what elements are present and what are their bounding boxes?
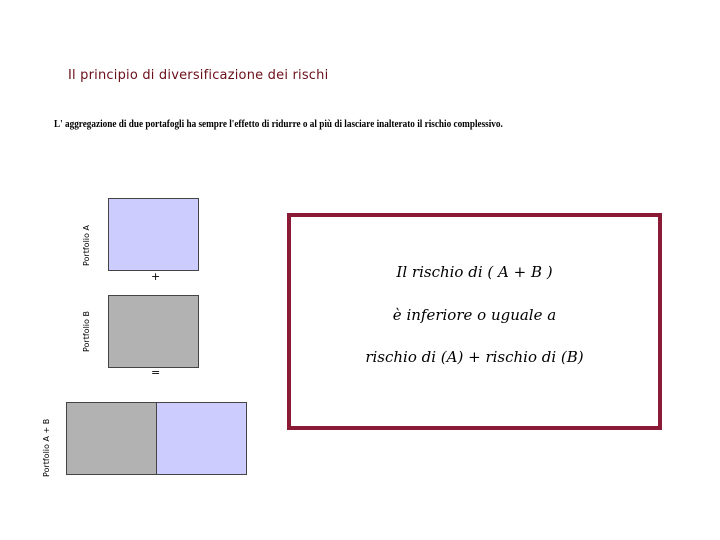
page-title: Il principio di diversificazione dei rischi [68,68,329,83]
portfolio-ab-label: Portfolio A + B [42,418,51,477]
portfolio-a-label: Portfolio A [82,225,91,266]
equals-sign: = [151,366,161,379]
page-subtitle: L' aggregazione di due portafogli ha sempre l'effetto di ridurre o al più di lasciare inalterato il rischio complessivo. [54,119,503,130]
statement-line-2: è inferiore o uguale a [392,306,557,324]
plus-sign: + [151,270,161,283]
portfolio-ab-b-part [66,402,157,475]
statement-line-3: rischio di (A) + rischio di (B) [365,348,584,366]
portfolio-b-label: Portfolio B [82,311,91,352]
portfolio-a-box [108,198,199,271]
portfolio-ab-a-part [156,402,247,475]
portfolio-b-box [108,295,199,368]
statement-line-1: Il rischio di ( A + B ) [396,263,553,281]
